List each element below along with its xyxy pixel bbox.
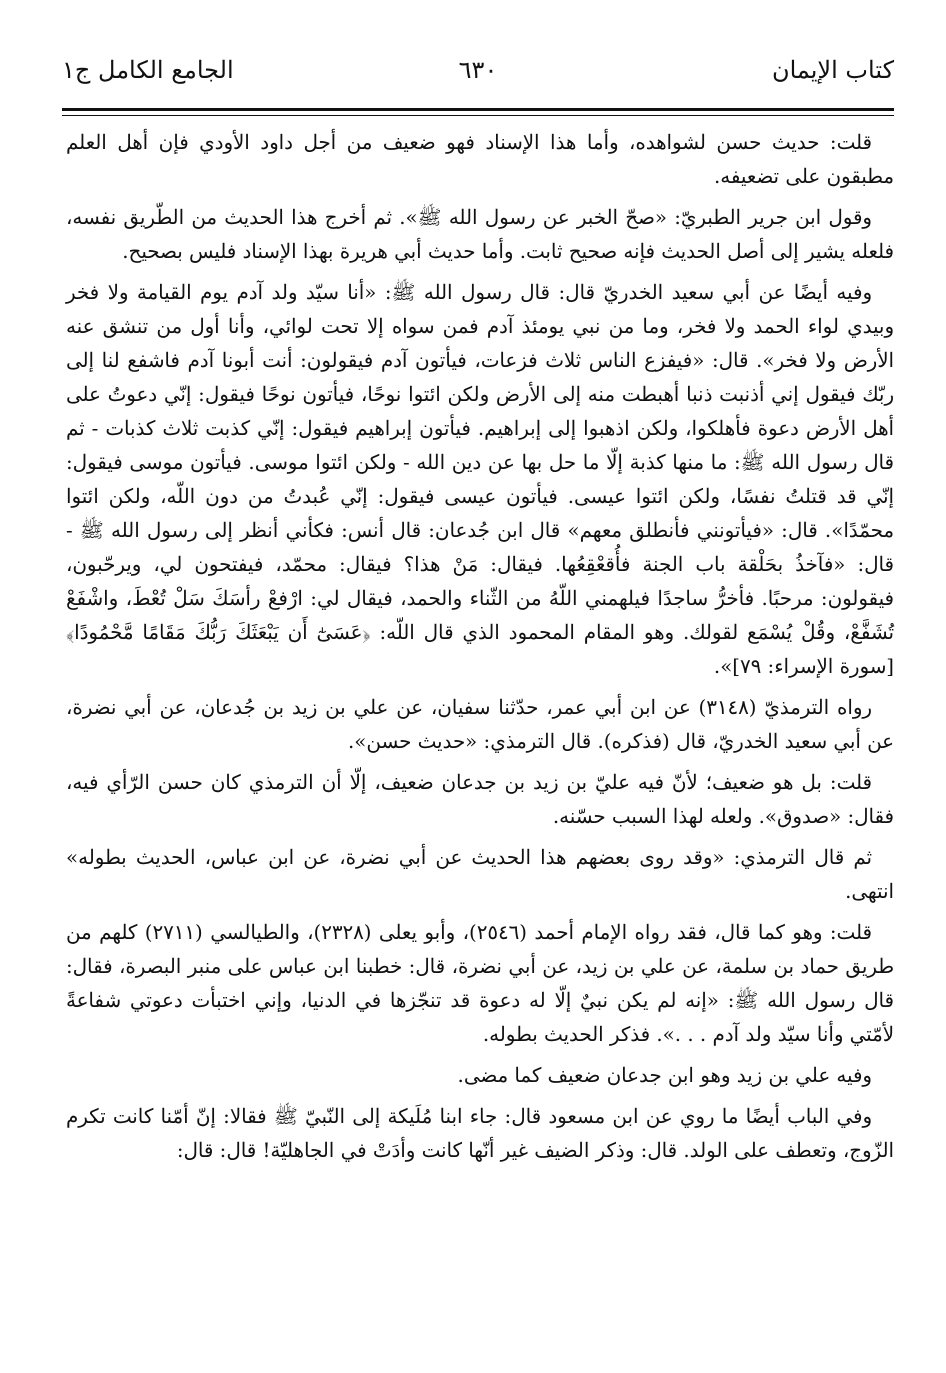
page-body xyxy=(66,126,894,1175)
paragraph: قلت: وهو كما قال، فقد رواه الإمام أحمد (٢٥٤٦)، وأبو يعلى (٢٣٢٨)، والطيالسي (٢٧١١) كلهم من طريق حماد بن سلمة، عن علي بن زيد، عن أبي نضرة، قال: خطبنا ابن عباس على منبر البصرة، فقال: قال رسول الله ﷺ: «إنه لم يكن نبيٌ إلّا له دعوة قد تنجّزها في الدنيا، وإني اختبأت دعوتي شفاعةً لأمّتي وأنا سيّد ولد آدم . . .». فذكر الحديث بطوله. xyxy=(66,921,894,1046)
book-title: الجامع الكامل ج١ xyxy=(62,56,234,84)
paragraph: ثم قال الترمذي: «وقد روى بعضهم هذا الحديث عن أبي نضرة، عن ابن عباس، الحديث بطوله» انتهى. xyxy=(66,846,894,903)
header-rule-thick xyxy=(62,108,894,111)
paragraph: وفيه علي بن زيد وهو ابن جدعان ضعيف كما مضى. xyxy=(457,1064,872,1087)
section-title: كتاب الإيمان xyxy=(771,56,894,84)
paragraph: قلت: بل هو ضعيف؛ لأنّ فيه عليّ بن زيد بن جدعان ضعيف، إلّا أن الترمذي كان حسن الرّأي فيه، فقال: «صدوق». ولعله لهذا السبب حسّنه. xyxy=(66,771,894,828)
paragraph: رواه الترمذيّ (٣١٤٨) عن ابن أبي عمر، حدّثنا سفيان، عن علي بن زيد بن جُدعان، عن أبي نضرة، عن أبي سعيد الخدريّ، قال (فذكره). قال الترمذي: «حديث حسن». xyxy=(66,696,894,753)
header-rule-thin xyxy=(62,115,894,116)
page-number: ٦٣٠ xyxy=(458,56,498,84)
paragraph: قلت: حديث حسن لشواهده، وأما هذا الإسناد فهو ضعيف من أجل داود الأودي فإن أهل العلم مطبقون على تضعيفه. xyxy=(66,131,894,188)
page-header xyxy=(62,56,894,96)
paragraph: وفي الباب أيضًا ما روي عن ابن مسعود قال: جاء ابنا مُلَيكة إلى النّبيّ ﷺ فقالا: إنّ أمّنا كانت تكرم الزّوج، وتعطف على الولد. قال: وذكر الضيف غير أنّها كانت وأدَتْ في الجاهليّة! قال: قال: xyxy=(66,1105,894,1162)
paragraph: وقول ابن جرير الطبريّ: «صحّ الخبر عن رسول الله ﷺ». ثم أخرج هذا الحديث من الطّريق نفسه، فلعله يشير إلى أصل الحديث فإنه صحيح ثابت. وأما حديث أبي هريرة بهذا الإسناد فليس بصحيح. xyxy=(66,206,894,263)
paragraph: وفيه أيضًا عن أبي سعيد الخدريّ قال: قال رسول الله ﷺ: «أنا سيّد ولد آدم يوم القيامة ولا فخر وبيدي لواء الحمد ولا فخر، وما من نبي يومئذ آدم فمن سواه إلا تحت لوائي، وأنا أول من تنشق عنه الأرض ولا فخر». قال: «فيفزع الناس ثلاث فزعات، فيأتون آدم فيقولون: أنت أبونا آدم فاشفع لنا إلى ربّك فيقول إني أذنبت ذنبا أهبطت منه إلى الأرض ولكن ائتوا نوحًا، فيأتون نوحًا فيقول: إنّي دعوتُ على أهل الأرض دعوة فأهلكوا، ولكن اذهبوا إلى إبراهيم. فيأتون إبراهيم فيقول: إنّي كذبت ثلاث كذبات - ثم قال رسول الله ﷺ: ما منها كذبة إلّا ما حل بها عن دين الله - ولكن ائتوا موسى. فيأتون موسى فيقول: إنّي قد قتلتُ نفسًا، ولكن ائتوا عيسى. فيأتون عيسى فيقول: إنّي عُبدتُ من دون اللّه، ولكن ائتوا محمّدًا». قال: «فيأتونني فأنطلق معهم» قال ابن جُدعان: قال أنس: فكأني أنظر إلى رسول الله ﷺ - قال: «فآخذُ بحَلْقة باب الجنة فأُقعْقِعُها. فيقال: مَنْ هذا؟ فيقال: محمّد، فيفتحون لي، ويرحّبون، فيقولون: مرحبًا. فأخرُّ ساجدًا فيلهمني اللّهُ من الثّناء والحمد، فيقال لي: ارْفعْ رأسَكَ سَلْ تُعْطَ، واشْفَعْ تُشَفَّعْ، وقُلْ يُسْمَع لقولك. وهو المقام المحمود الذي قال اللّه: ﴿عَسَىٰٓ أَن يَبْعَثَكَ رَبُّكَ مَقَامًا مَّحْمُودًا﴾ [سورة الإسراء: ٧٩]». xyxy=(66,281,894,678)
